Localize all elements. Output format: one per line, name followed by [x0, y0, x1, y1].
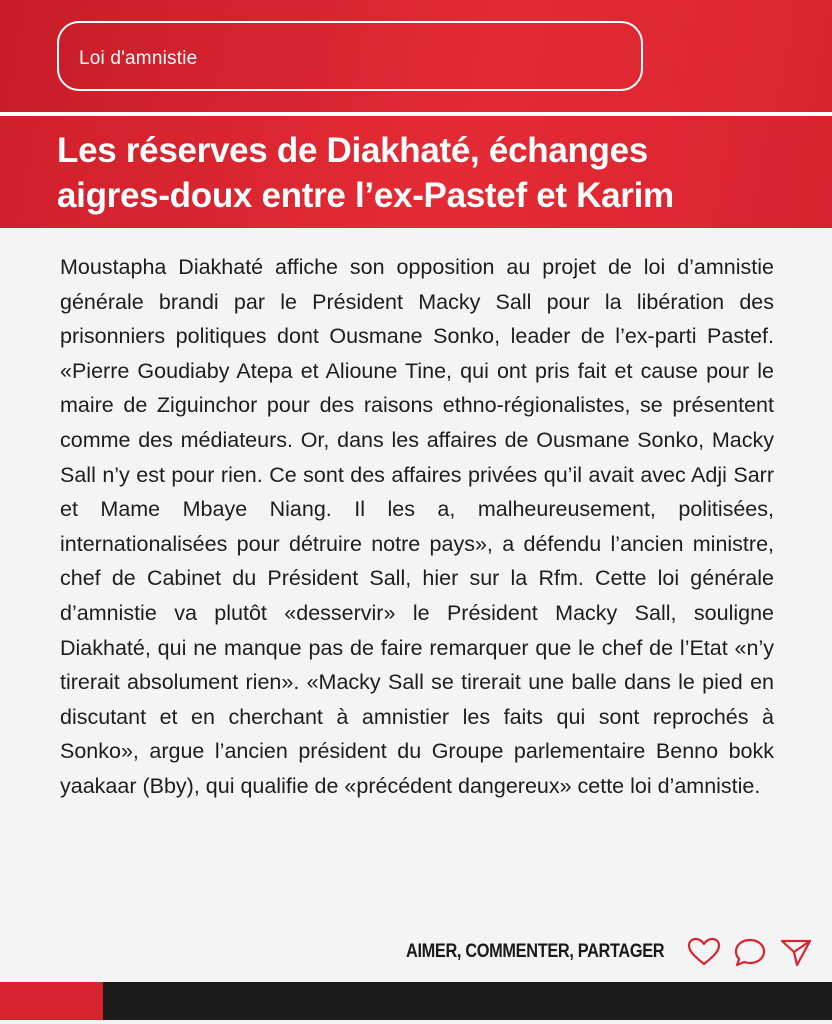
- header-top-band: [0, 0, 832, 112]
- headline-line-1: Les réserves de Diakhaté, échanges: [57, 131, 648, 170]
- bottom-bar: [0, 982, 832, 1020]
- headline-line-2: aigres-doux entre l’ex-Pastef et Karim: [57, 176, 674, 215]
- comment-icon[interactable]: [732, 936, 768, 968]
- social-actions: [406, 936, 814, 968]
- header-banner: [0, 0, 832, 228]
- send-icon[interactable]: [778, 936, 814, 968]
- headline: [57, 128, 797, 218]
- category-tag-label: Loi d'amnistie: [79, 48, 198, 69]
- header-divider: [0, 112, 832, 116]
- article-body: Moustapha Diakhaté affiche son opposition au projet de loi d’amnistie générale brandi par le Président Macky Sall pour la libération des prisonniers politiques dont Ousmane Sonko, leader de l’ex-parti Pastef. «Pierre Goudiaby Atepa et Alioune Tine, qui ont pris fait et cause pour le maire de Ziguinchor pour des raisons ethno-régionalistes, se présentent comme des médiateurs. Or, dans les affaires de Ousmane Sonko, Macky Sall n’y est pour rien. Ce sont des affaires privées qu’il avait avec Adji Sarr et Mame Mbaye Niang. Il les a, malheureusement, politisées, internationalisées pour détruire notre pays», a défendu l’ancien ministre, chef de Cabinet du Président Sall, hier sur la Rfm. Cette loi générale d’amnistie va plutôt «desservir» le Président Macky Sall, souligne Diakhaté, qui ne manque pas de faire remarquer que le chef de l’Etat «n’y tirerait absolument rien». «Macky Sall se tirerait une balle dans le pied en discutant et en cherchant à amnistier les faits qui sont reprochés à Sonko», argue l’ancien président du Groupe parlementaire Benno bokk yaakaar (Bby), qui qualifie de «précédent dangereux» cette loi d’amnistie.: [60, 255, 774, 798]
- heart-icon[interactable]: [686, 936, 722, 968]
- category-tag[interactable]: [57, 21, 643, 91]
- cta-text: AIMER, COMMENTER, PARTAGER: [406, 941, 665, 962]
- bottom-bar-accent: [0, 982, 103, 1020]
